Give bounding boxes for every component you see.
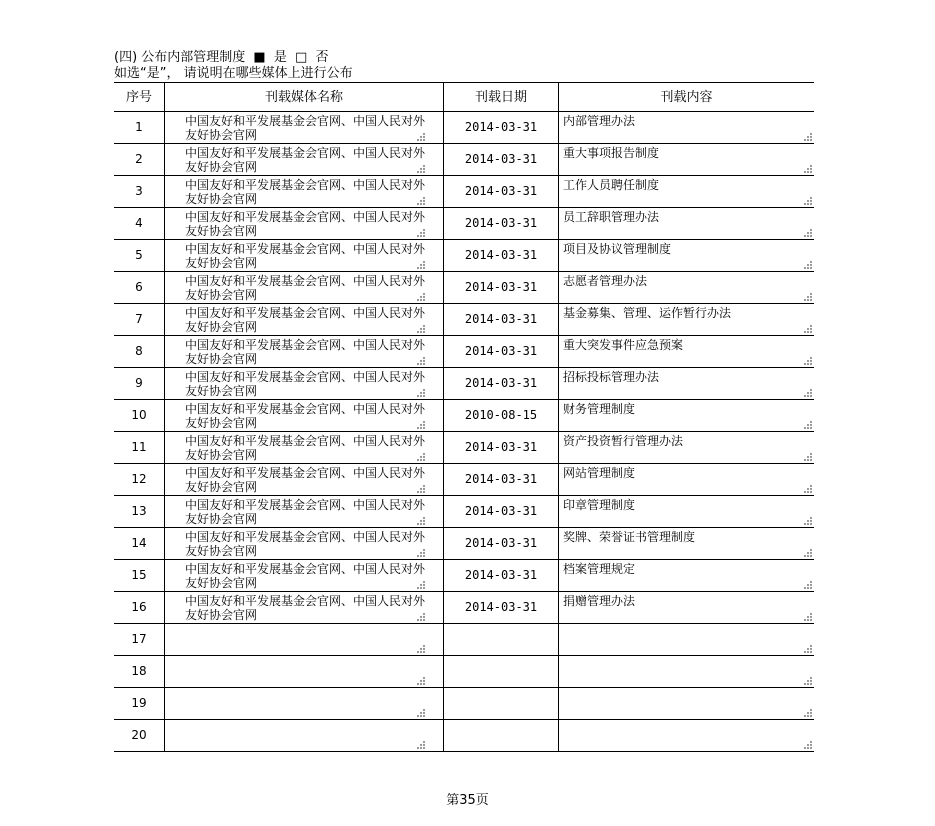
content-title: 志愿者管理办法 [563, 274, 648, 288]
publish-date: 2010-08-15 [464, 408, 538, 422]
row-number: 20 [131, 728, 147, 742]
resize-grip-icon[interactable] [804, 613, 812, 621]
date-cell[interactable] [443, 144, 558, 175]
content-cell[interactable] [558, 432, 814, 463]
row-number: 5 [135, 248, 143, 262]
date-cell[interactable] [443, 272, 558, 303]
publication-table [114, 82, 814, 752]
media-name: 中国友好和平发展基金会官网、中国人民对外友好协会官网 [185, 338, 426, 366]
resize-grip-icon[interactable] [804, 581, 812, 589]
publish-date: 2014-03-31 [464, 120, 538, 134]
media-cell[interactable] [164, 720, 443, 751]
media-cell[interactable] [164, 528, 443, 559]
resize-grip-icon[interactable] [417, 677, 425, 685]
date-cell[interactable] [443, 368, 558, 399]
media-cell[interactable] [164, 560, 443, 591]
content-title: 印章管理制度 [563, 498, 636, 512]
media-name: 中国友好和平发展基金会官网、中国人民对外友好协会官网 [185, 402, 426, 430]
table-row [114, 432, 814, 464]
table-row [114, 368, 814, 400]
resize-grip-icon[interactable] [804, 133, 812, 141]
publish-date: 2014-03-31 [464, 568, 538, 582]
date-cell[interactable] [443, 304, 558, 335]
resize-grip-icon[interactable] [417, 549, 425, 557]
resize-grip-icon[interactable] [417, 485, 425, 493]
resize-grip-icon[interactable] [417, 645, 425, 653]
content-cell[interactable] [558, 624, 814, 655]
table-body [114, 112, 814, 752]
table-row [114, 144, 814, 176]
resize-grip-icon[interactable] [417, 453, 425, 461]
resize-grip-icon[interactable] [804, 421, 812, 429]
media-name: 中国友好和平发展基金会官网、中国人民对外友好协会官网 [185, 498, 426, 526]
date-cell[interactable] [443, 336, 558, 367]
resize-grip-icon[interactable] [804, 709, 812, 717]
row-number: 10 [131, 408, 147, 422]
media-cell[interactable] [164, 624, 443, 655]
resize-grip-icon[interactable] [417, 517, 425, 525]
media-name: 中国友好和平发展基金会官网、中国人民对外友好协会官网 [185, 114, 426, 142]
media-name: 中国友好和平发展基金会官网、中国人民对外友好协会官网 [185, 242, 426, 270]
date-cell[interactable] [443, 112, 558, 143]
row-number: 9 [135, 376, 143, 390]
date-cell[interactable] [443, 432, 558, 463]
content-title: 工作人员聘任制度 [563, 178, 660, 192]
table-row [114, 592, 814, 624]
publish-date: 2014-03-31 [464, 472, 538, 486]
row-number: 3 [135, 184, 143, 198]
media-name: 中国友好和平发展基金会官网、中国人民对外友好协会官网 [185, 146, 426, 174]
content-cell[interactable] [558, 656, 814, 687]
media-cell[interactable] [164, 656, 443, 687]
row-number: 18 [131, 664, 147, 678]
row-number: 6 [135, 280, 143, 294]
content-title: 重大突发事件应急预案 [563, 338, 684, 352]
resize-grip-icon[interactable] [804, 165, 812, 173]
media-cell[interactable] [164, 336, 443, 367]
publish-date: 2014-03-31 [464, 280, 538, 294]
no-checkbox[interactable]: □ [295, 50, 308, 65]
resize-grip-icon[interactable] [804, 325, 812, 333]
date-cell[interactable] [443, 496, 558, 527]
content-cell[interactable] [558, 208, 814, 239]
resize-grip-icon[interactable] [804, 261, 812, 269]
row-number: 15 [131, 568, 147, 582]
publish-date: 2014-03-31 [464, 184, 538, 198]
table-row [114, 656, 814, 688]
resize-grip-icon[interactable] [417, 421, 425, 429]
content-cell[interactable] [558, 720, 814, 751]
resize-grip-icon[interactable] [804, 453, 812, 461]
date-cell[interactable] [443, 528, 558, 559]
row-number: 2 [135, 152, 143, 166]
publish-date: 2014-03-31 [464, 440, 538, 454]
table-row [114, 688, 814, 720]
content-cell[interactable] [558, 560, 814, 591]
column-header-date: 刊载日期 [443, 83, 558, 111]
publish-date: 2014-03-31 [464, 312, 538, 326]
table-row [114, 208, 814, 240]
table-row [114, 528, 814, 560]
content-cell[interactable] [558, 272, 814, 303]
resize-grip-icon[interactable] [417, 293, 425, 301]
content-title: 内部管理办法 [563, 114, 636, 128]
publish-date: 2014-03-31 [464, 248, 538, 262]
content-cell[interactable] [558, 688, 814, 719]
table-row [114, 336, 814, 368]
row-number: 19 [131, 696, 147, 710]
media-cell[interactable] [164, 432, 443, 463]
date-cell[interactable] [443, 176, 558, 207]
publish-date: 2014-03-31 [464, 376, 538, 390]
publish-date: 2014-03-31 [464, 504, 538, 518]
media-cell[interactable] [164, 496, 443, 527]
table-row [114, 560, 814, 592]
publish-date: 2014-03-31 [464, 600, 538, 614]
date-cell[interactable] [443, 400, 558, 431]
media-cell[interactable] [164, 144, 443, 175]
media-cell[interactable] [164, 240, 443, 271]
resize-grip-icon[interactable] [417, 357, 425, 365]
resize-grip-icon[interactable] [417, 197, 425, 205]
content-cell[interactable] [558, 464, 814, 495]
no-label: 否 [315, 50, 329, 65]
table-header-row [114, 82, 814, 112]
table-row [114, 720, 814, 752]
row-number: 7 [135, 312, 143, 326]
media-cell[interactable] [164, 688, 443, 719]
row-number: 17 [131, 632, 147, 646]
content-title: 员工辞职管理办法 [563, 210, 660, 224]
column-header-number: 序号 [125, 90, 152, 105]
resize-grip-icon[interactable] [417, 741, 425, 749]
media-name: 中国友好和平发展基金会官网、中国人民对外友好协会官网 [185, 370, 426, 398]
content-cell[interactable] [558, 112, 814, 143]
date-cell[interactable] [443, 656, 558, 687]
table-row [114, 272, 814, 304]
publish-date: 2014-03-31 [464, 536, 538, 550]
column-header-media: 刊载媒体名称 [164, 83, 443, 111]
table-row [114, 400, 814, 432]
resize-grip-icon[interactable] [804, 645, 812, 653]
media-name: 中国友好和平发展基金会官网、中国人民对外友好协会官网 [185, 594, 426, 622]
media-cell[interactable] [164, 464, 443, 495]
media-cell[interactable] [164, 368, 443, 399]
content-title: 招标投标管理办法 [563, 370, 660, 384]
resize-grip-icon[interactable] [804, 389, 812, 397]
media-name: 中国友好和平发展基金会官网、中国人民对外友好协会官网 [185, 434, 426, 462]
date-cell[interactable] [443, 624, 558, 655]
table-row [114, 464, 814, 496]
row-number: 14 [131, 536, 147, 550]
table-row [114, 112, 814, 144]
content-title: 重大事项报告制度 [563, 146, 660, 160]
page-number: 第35页 [446, 793, 489, 808]
resize-grip-icon[interactable] [417, 389, 425, 397]
row-number: 11 [131, 440, 147, 454]
content-title: 捐赠管理办法 [563, 594, 636, 608]
content-cell[interactable] [558, 176, 814, 207]
yes-checkbox[interactable]: ■ [253, 50, 266, 65]
resize-grip-icon[interactable] [417, 133, 425, 141]
yes-label: 是 [273, 50, 287, 65]
date-cell[interactable] [443, 208, 558, 239]
resize-grip-icon[interactable] [417, 261, 425, 269]
content-title: 档案管理规定 [563, 562, 636, 576]
date-cell[interactable] [443, 688, 558, 719]
content-title: 财务管理制度 [563, 402, 636, 416]
content-cell[interactable] [558, 496, 814, 527]
table-row [114, 240, 814, 272]
media-name: 中国友好和平发展基金会官网、中国人民对外友好协会官网 [185, 274, 426, 302]
content-cell[interactable] [558, 528, 814, 559]
resize-grip-icon[interactable] [417, 165, 425, 173]
media-name: 中国友好和平发展基金会官网、中国人民对外友好协会官网 [185, 306, 426, 334]
date-cell[interactable] [443, 240, 558, 271]
row-number: 13 [131, 504, 147, 518]
table-row [114, 176, 814, 208]
section-instruction: 如选“是”， 请说明在哪些媒体上进行公布 [114, 66, 353, 81]
media-cell[interactable] [164, 176, 443, 207]
resize-grip-icon[interactable] [804, 229, 812, 237]
media-name: 中国友好和平发展基金会官网、中国人民对外友好协会官网 [185, 530, 426, 558]
content-title: 网站管理制度 [563, 466, 636, 480]
resize-grip-icon[interactable] [804, 357, 812, 365]
media-cell[interactable] [164, 400, 443, 431]
content-cell[interactable] [558, 304, 814, 335]
media-cell[interactable] [164, 112, 443, 143]
media-cell[interactable] [164, 304, 443, 335]
resize-grip-icon[interactable] [417, 581, 425, 589]
content-cell[interactable] [558, 336, 814, 367]
content-title: 资产投资暂行管理办法 [563, 434, 684, 448]
resize-grip-icon[interactable] [417, 325, 425, 333]
row-number: 16 [131, 600, 147, 614]
content-title: 基金募集、管理、运作暂行办法 [563, 306, 732, 320]
row-number: 8 [135, 344, 143, 358]
content-cell[interactable] [558, 368, 814, 399]
media-cell[interactable] [164, 592, 443, 623]
resize-grip-icon[interactable] [417, 709, 425, 717]
resize-grip-icon[interactable] [804, 293, 812, 301]
media-name: 中国友好和平发展基金会官网、中国人民对外友好协会官网 [185, 562, 426, 590]
table-row [114, 496, 814, 528]
date-cell[interactable] [443, 720, 558, 751]
table-row [114, 304, 814, 336]
publish-date: 2014-03-31 [464, 344, 538, 358]
row-number: 1 [135, 120, 143, 134]
resize-grip-icon[interactable] [804, 485, 812, 493]
date-cell[interactable] [443, 464, 558, 495]
resize-grip-icon[interactable] [804, 677, 812, 685]
date-cell[interactable] [443, 560, 558, 591]
content-cell[interactable] [558, 400, 814, 431]
table-row [114, 624, 814, 656]
column-header-content: 刊载内容 [558, 83, 814, 111]
media-name: 中国友好和平发展基金会官网、中国人民对外友好协会官网 [185, 210, 426, 238]
content-title: 奖牌、荣誉证书管理制度 [563, 530, 696, 544]
row-number: 12 [131, 472, 147, 486]
content-cell[interactable] [558, 240, 814, 271]
publish-date: 2014-03-31 [464, 216, 538, 230]
media-name: 中国友好和平发展基金会官网、中国人民对外友好协会官网 [185, 178, 426, 206]
resize-grip-icon[interactable] [804, 517, 812, 525]
media-cell[interactable] [164, 208, 443, 239]
publish-date: 2014-03-31 [464, 152, 538, 166]
resize-grip-icon[interactable] [804, 741, 812, 749]
content-cell[interactable] [558, 592, 814, 623]
media-name: 中国友好和平发展基金会官网、中国人民对外友好协会官网 [185, 466, 426, 494]
media-cell[interactable] [164, 272, 443, 303]
resize-grip-icon[interactable] [804, 197, 812, 205]
resize-grip-icon[interactable] [804, 549, 812, 557]
section-title: (四) 公布内部管理制度 [114, 50, 246, 65]
date-cell[interactable] [443, 592, 558, 623]
resize-grip-icon[interactable] [417, 613, 425, 621]
resize-grip-icon[interactable] [417, 229, 425, 237]
section-heading [114, 50, 332, 65]
content-cell[interactable] [558, 144, 814, 175]
content-title: 项目及协议管理制度 [563, 242, 672, 256]
row-number: 4 [135, 216, 143, 230]
